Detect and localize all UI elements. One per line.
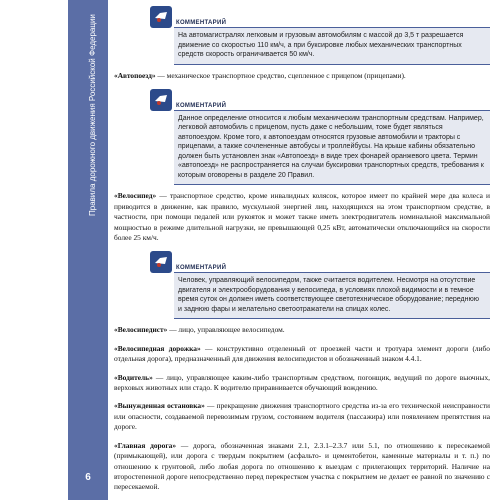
- definition-text: — транспортное средство, кроме инвалидных колясок, которое имеет по крайней мере два колеса и приводится в движение, как правило, мускульной энергией лиц, находящихся на этом транспортном средстве, в частности, при помощи педалей или рукояток и может также иметь электродвигатель номинальной максимальной мощностью в режиме длительной нагрузки, не превышающей 0,25 кВт, автоматически отключающийся на скорости более 25 км/ч.: [114, 191, 490, 243]
- comment-title: КОММЕНТАРИЙ: [174, 20, 490, 28]
- comment-box: [114, 251, 490, 319]
- definition-text: — лицо, управляющее каким-либо транспортным средством, погонщик, ведущий по дороге вьючных, верховых животных или стадо. К водителю приравнивается обучающий вождению.: [114, 372, 490, 393]
- term: «Главная дорога»: [114, 440, 177, 450]
- page-number: 6: [85, 472, 91, 483]
- comment-icon: [150, 6, 172, 28]
- definition-avtopoezd: [114, 71, 490, 81]
- term: «Водитель»: [114, 372, 153, 382]
- comment-box: [114, 89, 490, 186]
- definition-text: — дорога, обозначенная знаками 2.1, 2.3.1–2.3.7 или 5.1, по отношению к пересекаемой (примыкающей), или дорога с твердым покрытием (асфальто- и цементобетон, каменные материалы и т. п.) по отношению к грунтовой, либо любая дорога по отношению к выездам с прилегающих территорий. Наличие на второстепенной дороге непосредственно перед перекрестком участка с покрытием не делает ее равной по значению с пересекаемой.: [114, 440, 490, 492]
- definition-velosipedist: [114, 325, 490, 335]
- page-sidebar: [0, 0, 108, 500]
- definition-velosiped: [114, 191, 490, 243]
- comment-title: КОММЕНТАРИЙ: [174, 265, 490, 273]
- comment-header: [114, 6, 490, 28]
- definition-vynuzhdennaya-ostanovka: [114, 401, 490, 432]
- comment-box: [114, 6, 490, 65]
- comment-icon: [150, 89, 172, 111]
- definition-velodorozhka: [114, 344, 490, 365]
- definition-voditel: [114, 373, 490, 394]
- definition-text: — лицо, управляющее велосипедом.: [167, 325, 285, 335]
- comment-title: КОММЕНТАРИЙ: [174, 103, 490, 111]
- term: «Автопоезд»: [114, 70, 156, 80]
- term: «Велосипедная дорожка»: [114, 343, 201, 353]
- running-title: Правила дорожного движения Российской Федерации: [88, 14, 97, 216]
- term: «Велосипедист»: [114, 325, 168, 335]
- definition-glavnaya-doroga: [114, 441, 490, 493]
- definition-text: — конструктивно отделенный от проезжей части и тротуара элемент дороги (либо отдельная дорога), предназначенный для движения велосипедистов и обозначенный знаком 4.4.1.: [114, 343, 491, 364]
- page-content: [114, 6, 490, 501]
- definition-text: — прекращение движения транспортного средства из-за его технической неисправности или опасности, создаваемой перевозимым грузом, состоянием водителя (пассажира) или появлением препятствия на дороге.: [114, 401, 490, 432]
- comment-text: На автомагистралях легковым и грузовым автомобилям с массой до 3,5 т разрешается движение со скоростью 110 км/ч, а при буксировке любых механических транспортных средств скорость ограничивается 50 км/ч.: [174, 28, 490, 65]
- comment-icon: [150, 251, 172, 273]
- definition-text: — механическое транспортное средство, сцепленное с прицепом (прицепами).: [155, 70, 406, 80]
- comment-text: Данное определение относится к любым механическим транспортным средствам. Например, легковой автомобиль с прицепом, пусть даже с небольшим, тоже будет являться автопоездом. Кроме того, к автопоездам относятся грузовые автомобили и тракторы с прицепами, а также сочлененные автобусы и троллейбусы. На крыше кабины обязательно должен быть установлен знак «Автопоезд» в виде трех фонарей оранжевого цвета. Термин «автопоезд» не распространяется на случаи буксировки транспортных средств, требования к которым оговорены в разделе 20 Правил.: [174, 111, 490, 186]
- term: «Велосипед»: [114, 191, 157, 201]
- term: «Вынужденная остановка»: [114, 401, 205, 411]
- comment-header: [114, 251, 490, 273]
- comment-header: [114, 89, 490, 111]
- comment-text: Человек, управляющий велосипедом, также считается водителем. Несмотря на отсутствие двигателя и электрооборудования у велосипеда, в условиях плохой видимости и в темное время суток он должен иметь соответствующее светотехническое оборудование; переднюю и заднюю фары и желательно светоотражатели на спицах колес.: [174, 273, 490, 319]
